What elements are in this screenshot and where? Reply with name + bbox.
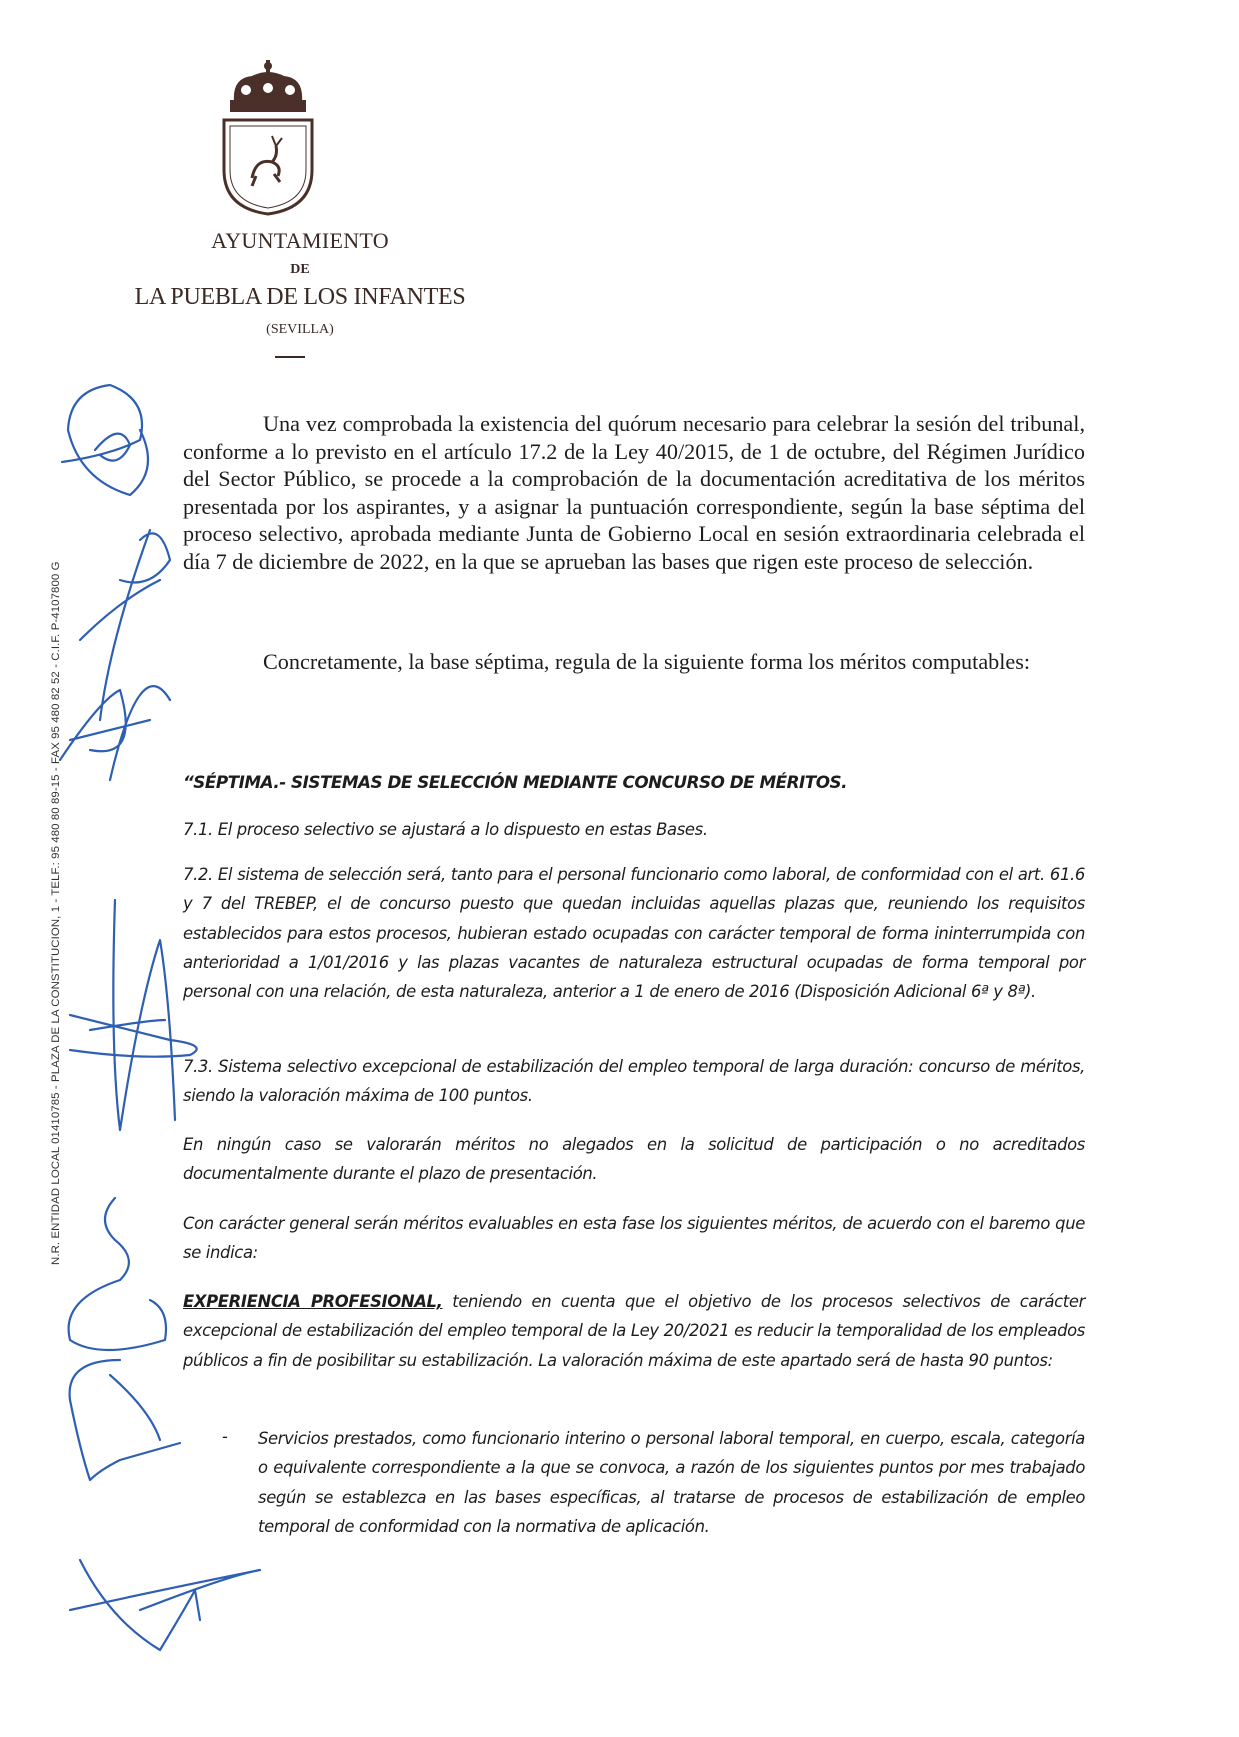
experience-paragraph — [183, 1287, 1085, 1375]
municipal-crest-logo — [212, 58, 324, 218]
body-paragraph-2: Concretamente, la base séptima, regula de la siguiente forma los méritos computables: — [263, 649, 1031, 674]
signature-3 — [70, 900, 197, 1130]
letterhead-line-municipality: LA PUEBLA DE LOS INFANTES — [134, 284, 466, 310]
letterhead-line-ayuntamiento: AYUNTAMIENTO — [211, 228, 389, 253]
experience-text: teniendo en cuenta que el objetivo de los procesos selectivos de carácter excepcional de estabilización del empleo temporal de la Ley 20/2021 es reducir la temporalidad de los empleados públicos a fin de posibilitar su estabilización. La valoración máxima de este apartado será de hasta 90 puntos: — [183, 1292, 1085, 1370]
signature-2 — [60, 530, 170, 780]
experience-heading: EXPERIENCIA PROFESIONAL, — [183, 1292, 443, 1311]
bullet-marker: - — [222, 1427, 228, 1446]
signature-5 — [70, 1560, 260, 1650]
sidebar-legal-info: N.R. ENTIDAD LOCAL 01410785 - PLAZA DE LA CONSTITUCION, 1 - TELF.: 95 480 80 89-15 - FAX 95 480 82 52 - C.I.F. P-4107800 G — [50, 561, 62, 1265]
merits-not-valued-paragraph: En ningún caso se valorarán méritos no alegados en la solicitud de participación o no acreditados documentalmente durante el plazo de presentación. — [183, 1135, 1085, 1184]
services-bullet-item: Servicios prestados, como funcionario interino o personal laboral temporal, en cuerpo, escala, categoría o equivalente correspondiente a la que se convoca, a razón de los siguientes puntos por mes trabajado según se establezca en las bases específicas, al tratarse de procesos de estabilización de empleo temporal de conformidad con la normativa de aplicación. — [258, 1429, 1085, 1536]
letterhead-divider — [275, 356, 305, 358]
base-heading: “SÉPTIMA.- SISTEMAS DE SELECCIÓN MEDIANTE CONCURSO DE MÉRITOS. — [183, 772, 847, 792]
signature-4 — [69, 1198, 180, 1480]
section-7-3: 7.3. Sistema selectivo excepcional de estabilización del empleo temporal de larga duración: concurso de méritos, siendo la valoración máxima de 100 puntos. — [183, 1057, 1085, 1106]
letterhead-line-province: (SEVILLA) — [266, 322, 334, 337]
section-7-2: 7.2. El sistema de selección será, tanto para el personal funcionario como laboral, de conformidad con el art. 61.6 y 7 del TREBEP, el de concurso puesto que quedan incluidas aquellas plazas que, reuniendo los requisitos establecidos para estos procesos, hubieran estado ocupadas con carácter temporal de forma ininterrumpida con anterioridad a 1/01/2016 y las plazas vacantes de naturaleza estructural ocupadas de forma temporal por personal con una relación, de esta naturaleza, anterior a 1 de enero de 2016 (Disposición Adicional 6ª y 8ª). — [183, 865, 1085, 1002]
body-paragraph-1: Una vez comprobada la existencia del quórum necesario para celebrar la sesión del tribunal, conforme a lo previsto en el artículo 17.2 de la Ley 40/2015, de 1 de octubre, del Régimen Jurídico del Sector Público, se procede a la comprobación de la documentación acreditativa de los méritos presentada por los aspirantes, y a asignar la puntuación correspondiente, según la base séptima del proceso selectivo, aprobada mediante Junta de Gobierno Local en sesión extraordinaria celebrada el día 7 de diciembre de 2022, en la que se aprueban las bases que rigen este proceso de selección. — [183, 411, 1085, 574]
general-merits-paragraph: Con carácter general serán méritos evaluables en esta fase los siguientes méritos, de acuerdo con el baremo que se indica: — [183, 1214, 1085, 1263]
section-7-1: 7.1. El proceso selectivo se ajustará a lo dispuesto en estas Bases. — [183, 820, 708, 839]
letterhead-line-de: DE — [290, 262, 310, 277]
signature-1 — [62, 385, 148, 495]
